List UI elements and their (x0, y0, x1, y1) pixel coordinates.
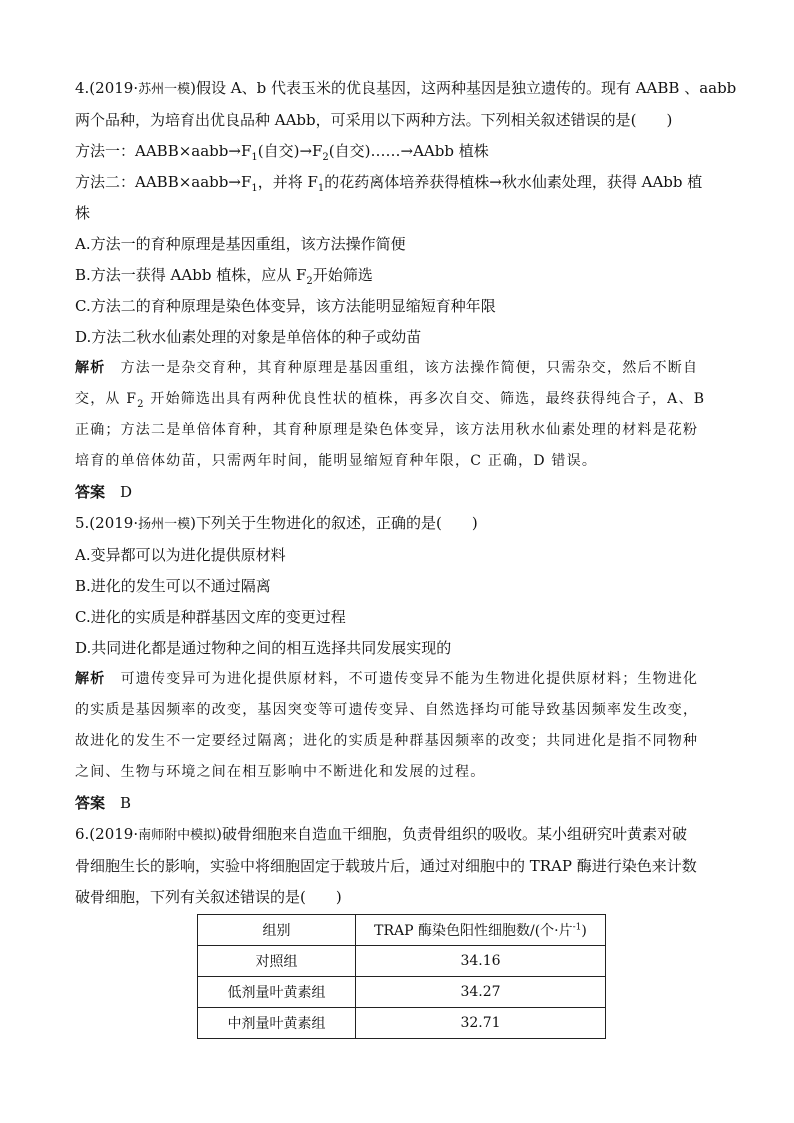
q5-option-a: A.变异都可以为进化提供原材料 (75, 546, 286, 564)
q5-explanation-line-1: 解析 可遗传变异可为进化提供原材料，不可遗传变异不能为生物进化提供原材料；生物进化 (75, 671, 699, 687)
q5-explanation-line-3: 故进化的发生不一定要经过隔离；进化的实质是种群基因频率的改变；共同进化是指不同物种 (75, 733, 699, 749)
q4-option-c: C.方法二的育种原理是染色体变异，该方法能明显缩短育种年限 (75, 297, 496, 315)
cell-count: 34.27 (356, 977, 606, 1008)
answer-label: 答案 (75, 483, 106, 501)
q5-option-c: C.进化的实质是种群基因文库的变更过程 (75, 608, 346, 626)
q5-answer: 答案 B (75, 794, 132, 812)
q4-explanation-line-2: 交，从 $F_2$ 开始筛选出具有两种优良性状的植株，再多次自交、筛选，最终获得纯合子，A、B (75, 391, 706, 410)
q4-method-2: 方法二：$AABB\times aabb\to F_1$，并将 $F_1$的花药离体培养获得植株→秋水仙素处理，获得 AAbb 植 (75, 173, 703, 194)
q4-explanation-line-3: 正确；方法二是单倍体育种，其育种原理是染色体变异，该方法用秋水仙素处理的材料是花粉 (75, 422, 699, 438)
header-count: TRAP 酶染色阳性细胞数/(个·片$^{-1}$) (356, 915, 606, 946)
cell-group: 低剂量叶黄素组 (198, 977, 356, 1008)
q4-option-d: D.方法二秋水仙素处理的对象是单倍体的种子或幼苗 (75, 328, 422, 346)
q4-method-2-cont: 株 (75, 204, 91, 222)
answer-label: 答案 (75, 794, 106, 812)
header-group: 组别 (198, 915, 356, 946)
table-row (198, 977, 606, 1008)
q5-option-d: D.共同进化都是通过物种之间的相互选择共同发展实现的 (75, 639, 452, 657)
explanation-label: 解析 (75, 360, 106, 376)
document-page (75, 73, 740, 913)
q4-method-1: 方法一：$AABB\times aabb\to F_1$(自交)$\to F_2$(自交)……→AAbb 植株 (75, 142, 489, 163)
q4-option-a: A.方法一的育种原理是基因重组，该方法操作简便 (75, 235, 406, 253)
q4-explanation-line-4: 培育的单倍体幼苗，只需两年时间，能明显缩短育种年限，C 正确，D 错误。 (75, 453, 598, 469)
q6-stem-line-2: 骨细胞生长的影响，实验中将细胞固定于载玻片后，通过对细胞中的 TRAP 酶进行染色来计数 (75, 857, 697, 875)
q6-data-table (197, 914, 606, 1039)
q4-option-b: B.方法一获得 AAbb 植株，应从 $F_2$开始筛选 (75, 266, 373, 287)
q4-stem-line-2: 两个品种，为培育出优良品种 AAbb，可采用以下两种方法。下列相关叙述错误的是( ) (75, 111, 673, 129)
q5-stem: 5.(2019·扬州一模)下列关于生物进化的叙述，正确的是( ) (75, 514, 478, 532)
q5-explanation-line-4: 之间、生物与环境之间在相互影响中不断进化和发展的过程。 (75, 764, 486, 780)
q4-answer: 答案 D (75, 483, 133, 501)
cell-count: 34.16 (356, 946, 606, 977)
cell-count: 32.71 (356, 1008, 606, 1039)
cell-group: 对照组 (198, 946, 356, 977)
q5-explanation-line-2: 的实质是基因频率的改变，基因突变等可遗传变异、自然选择均可能导致基因频率发生改变， (75, 702, 699, 718)
cell-group: 中剂量叶黄素组 (198, 1008, 356, 1039)
q6-stem-line-3: 破骨细胞，下列有关叙述错误的是( ) (75, 888, 342, 906)
table-row (198, 946, 606, 977)
table-header-row (198, 915, 606, 946)
q6-stem-line-1: 6.(2019·南师附中模拟)破骨细胞来自造血干细胞，负责骨组织的吸收。某小组研究叶黄素对破 (75, 825, 687, 843)
q5-option-b: B.进化的发生可以不通过隔离 (75, 577, 271, 595)
table-row (198, 1008, 606, 1039)
q4-explanation-line-1: 解析 方法一是杂交育种，其育种原理是基因重组，该方法操作简便，只需杂交，然后不断自 (75, 360, 699, 376)
explanation-label: 解析 (75, 671, 106, 687)
q4-stem-line-1: 4.(2019·苏州一模)假设 A、b 代表玉米的优良基因，这两种基因是独立遗传的。现有 AABB 、aabb (75, 79, 737, 97)
